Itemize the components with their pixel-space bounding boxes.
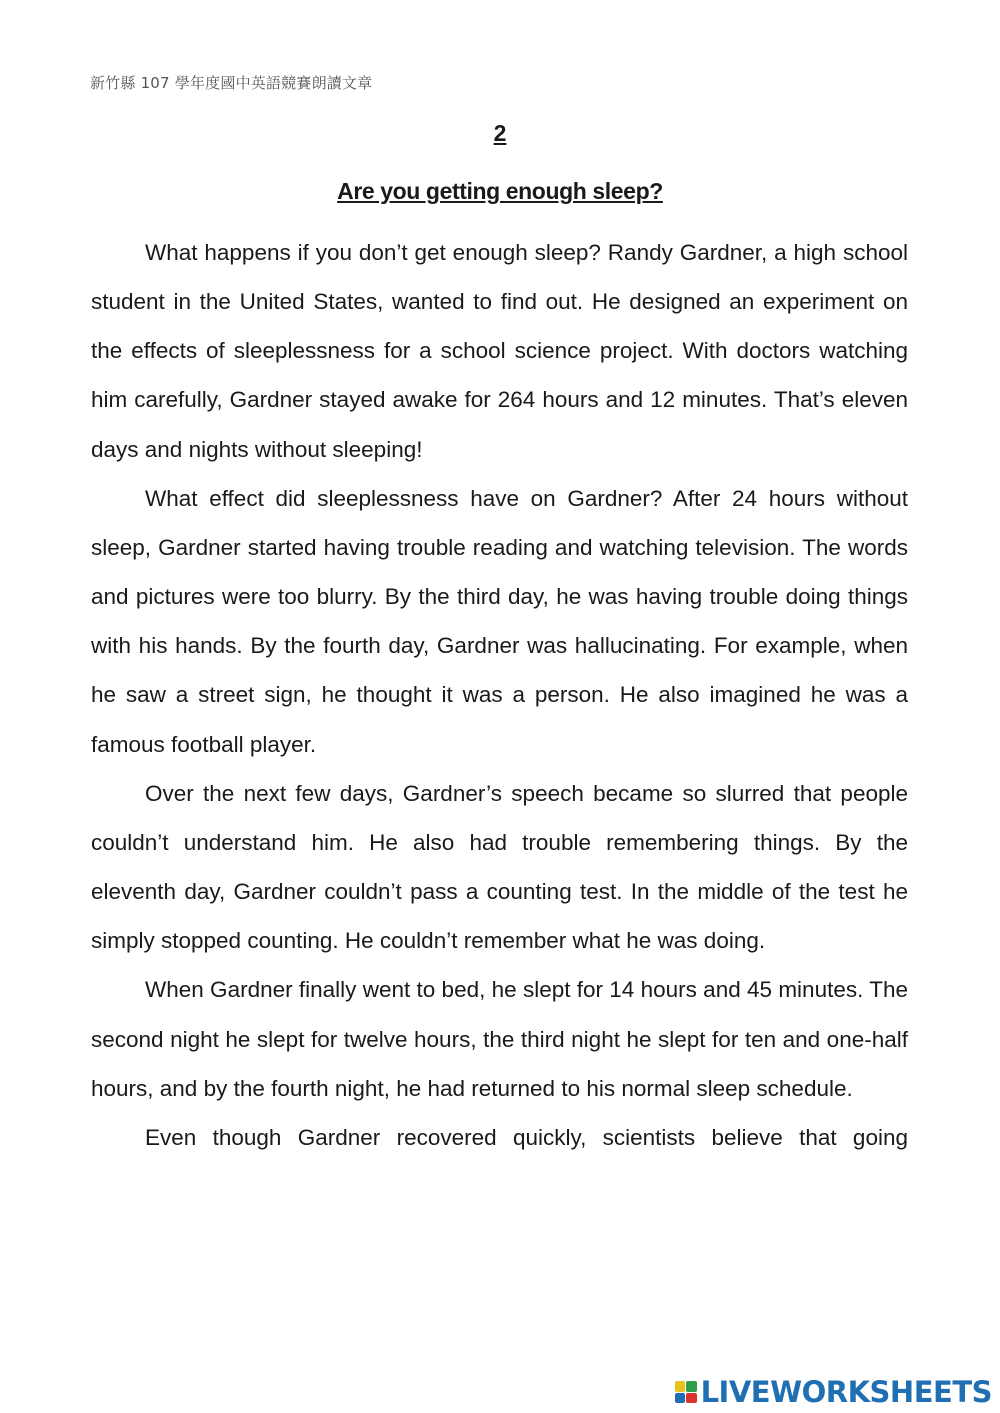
paragraph-4: When Gardner finally went to bed, he slept for 14 hours and 45 minutes. The second night he slept for twelve hours, the third night he slept for ten and one-half hours, and by the fourth night, he had returned to his normal sleep schedule. bbox=[91, 977, 908, 1101]
paragraph-5: Even though Gardner recovered quickly, scientists believe that going bbox=[145, 1124, 908, 1150]
logo-square-yellow bbox=[675, 1381, 686, 1392]
paragraph-1: What happens if you don’t get enough sleep? Randy Gardner, a high school student in the United States, wanted to find out. He designed an experiment on the effects of sleeplessness for a school science project. With doctors watching him carefully, Gardner stayed awake for 264 hours and 12 minutes. That’s eleven days and nights without sleeping! bbox=[91, 240, 908, 462]
logo-square-green bbox=[686, 1381, 697, 1392]
article-title: Are you getting enough sleep? bbox=[337, 178, 663, 204]
section-number: 2 bbox=[493, 120, 507, 146]
logo-square-blue bbox=[675, 1393, 686, 1404]
article-body bbox=[91, 228, 908, 1162]
header-note: 新竹縣 107 學年度國中英語競賽朗讀文章 bbox=[90, 74, 373, 92]
logo-square-red bbox=[686, 1393, 697, 1404]
paragraph-2: What effect did sleeplessness have on Gardner? After 24 hours without sleep, Gardner started having trouble reading and watching television. The words and pictures were too blurry. By the third day, he was having trouble doing things with his hands. By the fourth day, Gardner was hallucinating. For example, when he saw a street sign, he thought it was a person. He also imagined he was a famous football player. bbox=[91, 485, 908, 757]
brand-wordmark: LIVEWORKSHEETS bbox=[700, 1375, 992, 1409]
liveworksheets-brand bbox=[675, 1375, 992, 1409]
liveworksheets-logo-icon bbox=[675, 1381, 697, 1403]
paragraph-3: Over the next few days, Gardner’s speech became so slurred that people couldn’t understand him. He also had trouble remembering things. By the eleventh day, Gardner couldn’t pass a counting test. In the middle of the test he simply stopped counting. He couldn’t remember what he was doing. bbox=[91, 780, 908, 954]
